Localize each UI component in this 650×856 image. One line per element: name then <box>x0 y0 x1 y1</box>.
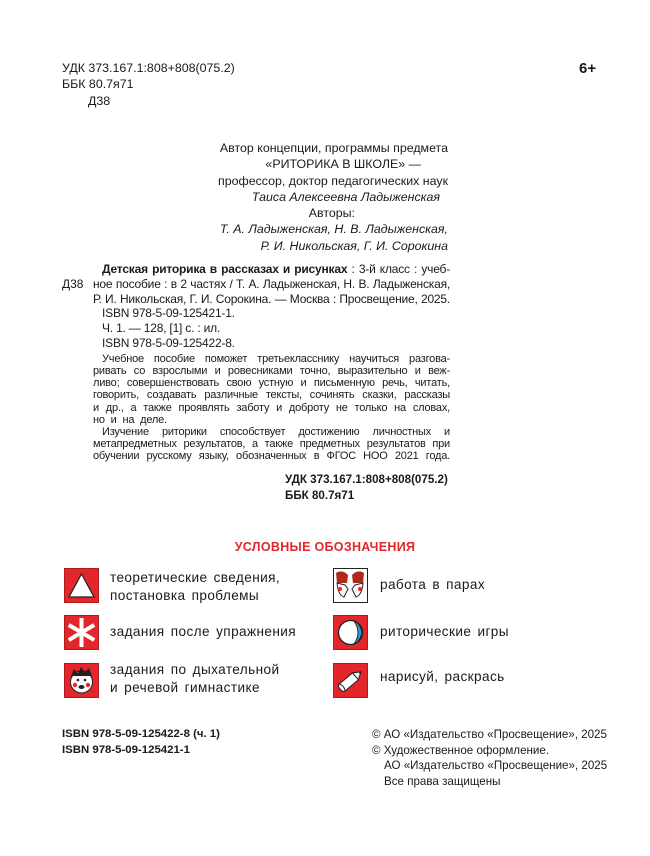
concept-line: «РИТОРИКА В ШКОЛЕ» — <box>265 157 421 172</box>
abstract <box>93 353 450 463</box>
legend-item-theory <box>110 569 280 604</box>
legend-item-gymnastics <box>110 661 280 696</box>
abstract-line: обучении русскому языку, обозначенных в ФГОС НОО 2021 года. <box>93 450 450 463</box>
abstract-line: Изучение риторики способствует достижению личностных и <box>102 426 450 438</box>
abstract-line: ливо; совершенствовать свою устную и письменную речь, читать, <box>93 377 450 390</box>
legend-label: нарисуй, раскрась <box>380 669 505 684</box>
copyright-block <box>372 727 607 789</box>
abstract-line: метапредметных результатов, а также предметных результатов при <box>93 438 450 451</box>
legend-label: риторические игры <box>380 624 509 639</box>
entry-line: Р. И. Никольская, Г. И. Сорокина. — Москва : Просвещение, 2025. <box>93 291 450 306</box>
bbk-code: ББК 80.7я71 <box>62 77 134 92</box>
asterisk-icon <box>64 615 99 650</box>
legend-label: теоретические сведения, <box>110 570 281 585</box>
concept-author-block <box>200 140 448 206</box>
age-rating: 6+ <box>579 60 597 77</box>
entry-line: ное пособие : в 2 частях / Т. А. Ладыженская, Н. В. Ладыженская, <box>93 276 450 291</box>
legend-label: задания по дыхательной <box>110 662 280 677</box>
pencil-icon <box>333 663 368 698</box>
legend-label: постановка проблемы <box>110 587 260 603</box>
legend-label: работа в парах <box>380 577 486 592</box>
ball-icon <box>333 615 368 650</box>
isbn-set: ISBN 978-5-09-125421-1. <box>102 306 235 321</box>
entry-code: Д38 <box>62 277 84 291</box>
legend-item-pairs <box>380 576 485 594</box>
legend-item-games <box>380 623 509 641</box>
concept-line: Автор концепции, программы предмета <box>219 141 448 155</box>
udk-code: УДК 373.167.1:808+808(075.2) <box>62 61 235 75</box>
classification-block <box>62 60 235 109</box>
abstract-line: но и на деле. <box>93 413 167 426</box>
concept-line: профессор, доктор педагогических наук <box>218 173 448 188</box>
book-title: Детская риторика в рассказах и рисунках <box>102 262 348 276</box>
authors-line: Т. А. Ладыженская, Н. В. Ладыженская, <box>219 222 448 237</box>
isbn-part: ISBN 978-5-09-125422-8. <box>102 335 235 350</box>
isbn-line: ISBN 978-5-09-125421-1 <box>62 743 190 756</box>
udk-code: УДК 373.167.1:808+808(075.2) <box>285 473 448 486</box>
authors-block <box>200 205 448 254</box>
two-faces-icon <box>333 568 368 603</box>
triangle-icon <box>64 568 99 603</box>
copyright-line: © Художественное оформление. <box>372 743 550 757</box>
abstract-line: говорить, создавать различные тексты, сочинять сказки, рассказы <box>93 389 450 402</box>
author-sign: Д38 <box>88 93 111 108</box>
part-info: Ч. 1. — 128, [1] с. : ил. <box>102 321 221 336</box>
udk-bbk-block <box>285 472 448 505</box>
legend-label: задания после упражнения <box>110 624 297 639</box>
legend-label: и речевой гимнастике <box>110 679 260 695</box>
entry-line: : 3-й класс : учеб- <box>347 262 451 276</box>
legend-item-draw <box>380 668 505 686</box>
copyright-line: Все права защищены <box>384 774 501 788</box>
authors-label: Авторы: <box>308 206 355 220</box>
bbk-code: ББК 80.7я71 <box>285 489 355 503</box>
abstract-line: и др., а также проявлять заботу и доброту не только на словах, <box>93 401 450 414</box>
copyright-line: АО «Издательство «Просвещение», 2025 <box>384 759 608 772</box>
copyright-line: © АО «Издательство «Просвещение», 2025 <box>372 728 607 741</box>
abstract-line: ривать со взрослыми и ровесниками точно, выразительно и веж- <box>93 364 450 377</box>
face-icon <box>64 663 99 698</box>
legend-title: УСЛОВНЫЕ ОБОЗНАЧЕНИЯ <box>234 540 416 554</box>
catalog-entry <box>93 262 450 463</box>
authors-line: Р. И. Никольская, Г. И. Сорокина <box>260 238 448 253</box>
footer-isbn <box>62 727 220 758</box>
concept-author-name: Таиса Алексеевна Ладыженская <box>251 190 440 205</box>
legend-item-exercise <box>110 623 296 641</box>
isbn-line: ISBN 978-5-09-125422-8 (ч. 1) <box>62 728 220 740</box>
abstract-line: Учебное пособие поможет третьекласснику научиться разгова- <box>102 352 450 365</box>
